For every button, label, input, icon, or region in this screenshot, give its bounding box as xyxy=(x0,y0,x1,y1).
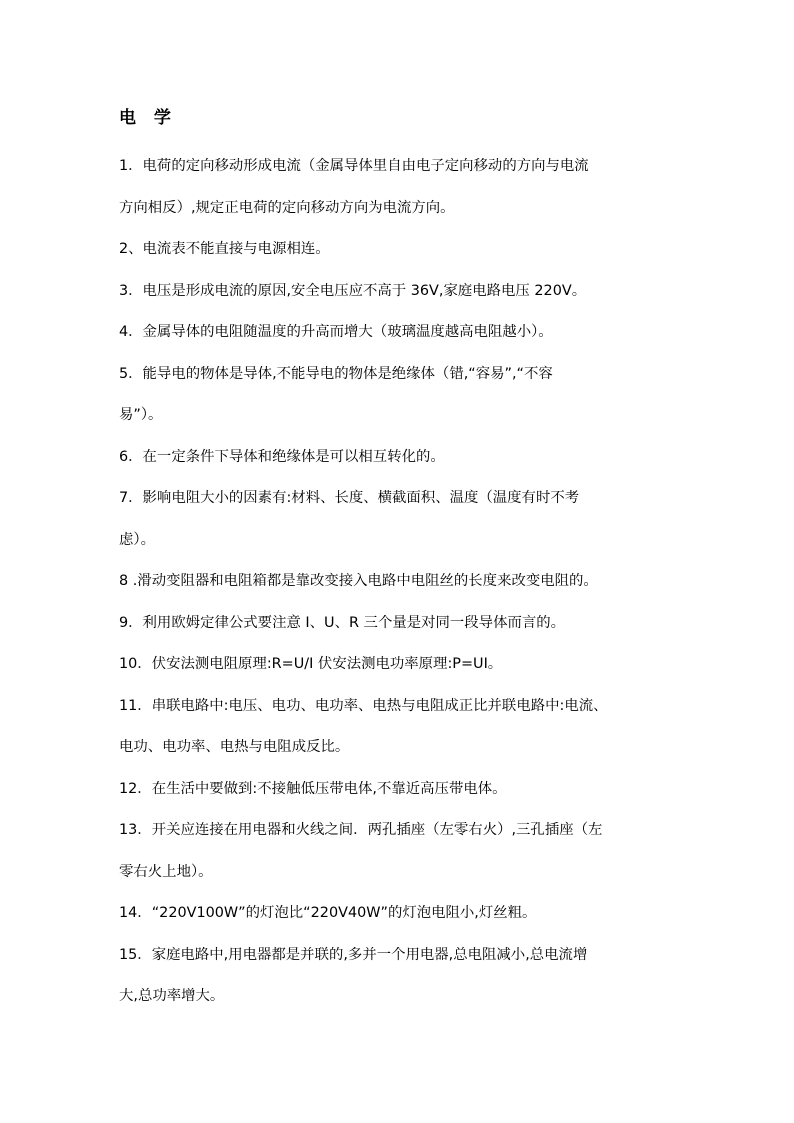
list-item xyxy=(119,769,679,811)
list-item xyxy=(119,603,679,645)
list-item-line: 4．金属导体的电阻随温度的升高而增大（玻璃温度越高电阻越小）。 xyxy=(119,324,553,340)
list-item-line: 12．在生活中要做到:不接触低压带电体,不靠近高压带电体。 xyxy=(119,780,507,797)
list-item-line: 1．电荷的定向移动形成电流（金属导体里自由电子定向移动的方向与电流 xyxy=(119,158,589,174)
list-item-line: 10．伏安法测电阻原理:R=U/I 伏安法测电功率原理:P=UI。 xyxy=(119,656,503,672)
list-item-line: 电功、电功率、电热与电阻成反比。 xyxy=(119,739,350,755)
list-item xyxy=(119,935,679,1018)
list-item-line: 9．利用欧姆定律公式要注意 I、U、R 三个量是对同一段导体而言的。 xyxy=(119,614,566,631)
list-item xyxy=(119,312,679,354)
list-item-line: 3．电压是形成电流的原因,安全电压应不高于 36V,家庭电路电压 220V。 xyxy=(119,282,587,299)
list-item xyxy=(119,229,679,271)
list-item-line: 11．串联电路中:电压、电功、电功率、电热与电阻成正比并联电路中:电流、 xyxy=(119,697,608,714)
list-item-line: 易”）。 xyxy=(119,407,163,423)
list-item xyxy=(119,437,679,479)
list-item-line: 2、电流表不能直接与电源相连。 xyxy=(119,241,330,257)
list-item-line: 15．家庭电路中,用电器都是并联的,多并一个用电器,总电阻减小,总电流增 xyxy=(119,946,588,963)
list-item-line: 零右火上地）。 xyxy=(119,863,213,880)
list-item-line: 14．“220V100W”的灯泡比“220V40W”的灯泡电阻小,灯丝粗。 xyxy=(119,905,537,921)
document-body xyxy=(119,104,679,1018)
list-item xyxy=(119,478,679,561)
list-item-line: 5．能导电的物体是导体,不能导电的物体是绝缘体（错,“容易”,“不容 xyxy=(119,365,553,382)
list-item-line: 大,总功率增大。 xyxy=(119,988,225,1004)
list-item-line: 8 .滑动变阻器和电阻箱都是靠改变接入电路中电阻丝的长度来改变电阻的。 xyxy=(119,573,598,589)
list-item xyxy=(119,271,679,313)
list-item xyxy=(119,686,679,769)
list-item-line: 方向相反）,规定正电荷的定向移动方向为电流方向。 xyxy=(119,199,455,216)
list-item-line: 13．开关应连接在用电器和火线之间．两孔插座（左零右火）,三孔插座（左 xyxy=(119,822,603,838)
list-item xyxy=(119,810,679,893)
document-title: 电 学 xyxy=(119,108,177,128)
list-item xyxy=(119,354,679,437)
list-item-line: 虑）。 xyxy=(119,531,155,548)
list-item xyxy=(119,893,679,935)
list-item-line: 6．在一定条件下导体和绝缘体是可以相互转化的。 xyxy=(119,448,445,465)
item-list xyxy=(119,146,679,1018)
list-item xyxy=(119,561,679,603)
list-item xyxy=(119,644,679,686)
list-item xyxy=(119,146,679,229)
list-item-line: 7．影响电阻大小的因素有:材料、长度、横截面积、温度（温度有时不考 xyxy=(119,490,580,506)
